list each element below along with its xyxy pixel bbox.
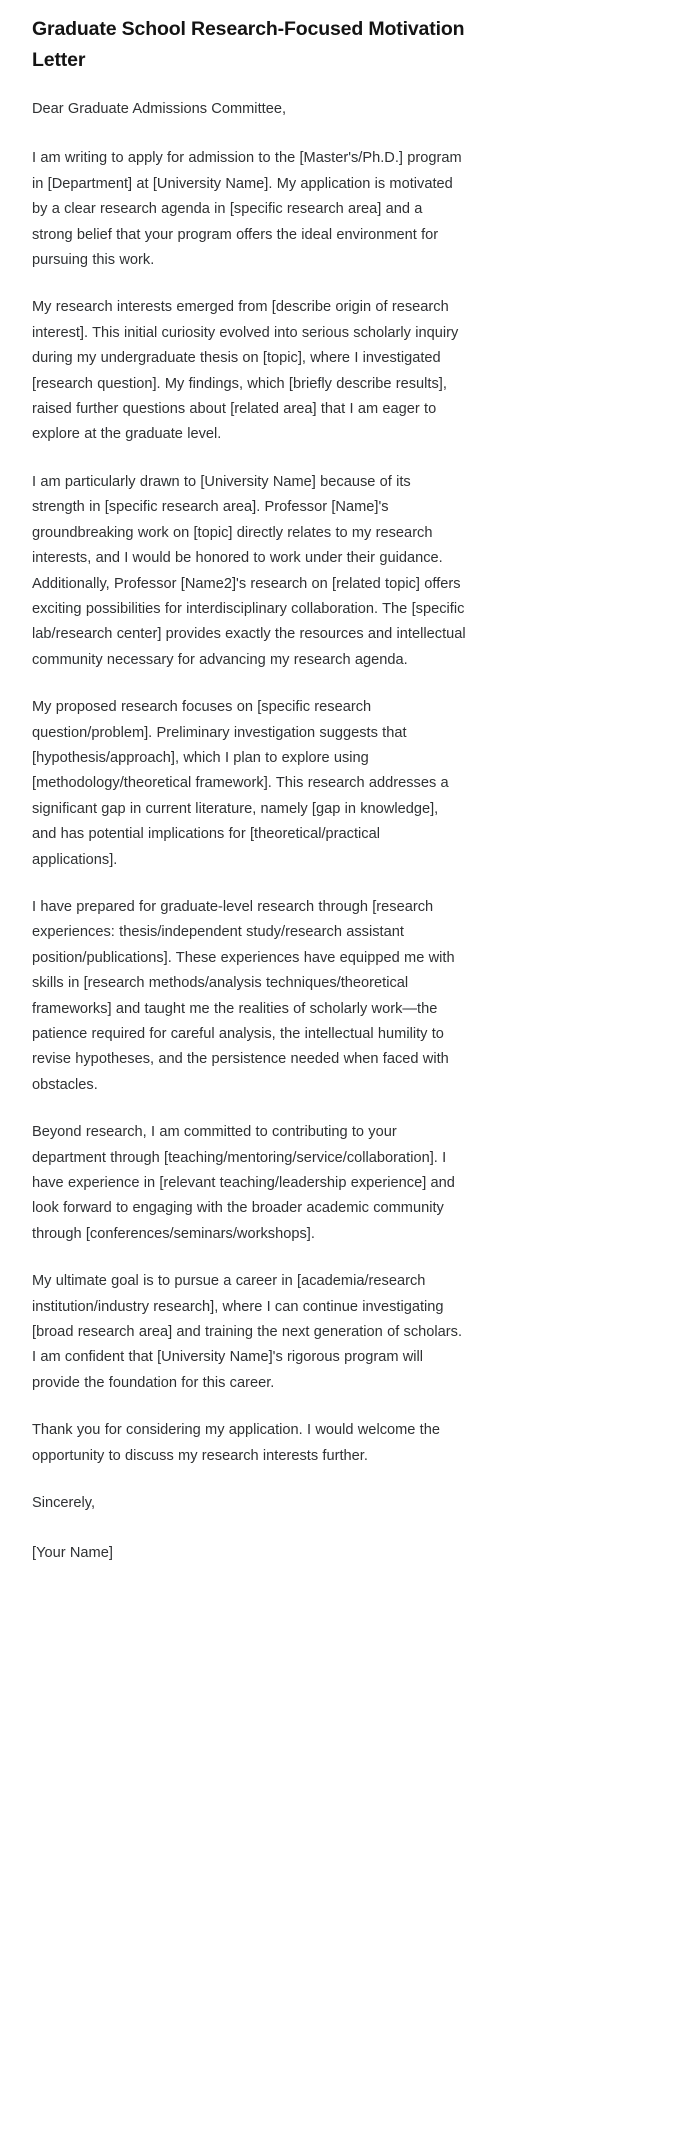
letter-salutation: Dear Graduate Admissions Committee, [32,101,287,117]
letter-paragraph-2: My research interests emerged from [describe origin of research interest]. This initial curiosity evolved into serious scholarly inquiry during my undergraduate thesis on [topic], where I investigated [research question]. My findings, which [briefly describe results], raised further questions about [related area] that I am eager to explore at the graduate level. [32,299,459,443]
letter-signature: [Your Name] [32,1544,113,1561]
letter-paragraph-8: Thank you for considering my application. I would welcome the opportunity to discuss my research interests further. [32,1422,440,1464]
letter-closing: Sincerely, [32,1495,96,1512]
letter-paragraph-1: I am writing to apply for admission to the [Master's/Ph.D.] program in [Department] at [University Name]. My application is motivated by a clear research agenda in [specific research area] and a strong belief that your program offers the ideal environment for pursuing this work. [32,150,462,269]
motivation-letter [32,14,466,1566]
letter-paragraph-7: My ultimate goal is to pursue a career in [academia/research institution/industry research], where I can continue investigating [broad research area] and training the next generation of scholars. I am confident that [University Name]'s rigorous program will provide the foundation for this career. [32,1273,463,1391]
letter-paragraph-3: I am particularly drawn to [University Name] because of its strength in [specific research area]. Professor [Name]'s groundbreaking work on [topic] directly relates to my research interests, and I would be honored to work under their guidance. Additionally, Professor [Name2]'s research on [related topic] offers exciting possibilities for interdisciplinary collaboration. The [specific lab/research center] provides exactly the resources and intellectual community necessary for advancing my research agenda. [32,473,466,668]
page-title: Graduate School Research-Focused Motivation Letter [32,18,465,71]
letter-paragraph-6: Beyond research, I am committed to contributing to your department through [teaching/mentoring/service/collaboration]. I have experience in [relevant teaching/leadership experience] and look forward to engaging with the broader academic community through [conferences/seminars/workshops]. [32,1124,455,1242]
letter-paragraph-5: I have prepared for graduate-level research through [research experiences: thesis/independent study/research assistant position/publications]. These experiences have equipped me with skills in [research methods/analysis techniques/theoretical frameworks] and taught me the realities of scholarly work—the patience required for careful analysis, the intellectual humility to revise hypotheses, and the persistence needed when faced with obstacles. [32,898,455,1093]
letter-paragraph-4: My proposed research focuses on [specific research question/problem]. Preliminary investigation suggests that [hypothesis/approach], which I plan to explore using [methodology/theoretical framework]. This research addresses a significant gap in current literature, namely [gap in knowledge], and has potential implications for [theoretical/practical applications]. [32,699,449,868]
